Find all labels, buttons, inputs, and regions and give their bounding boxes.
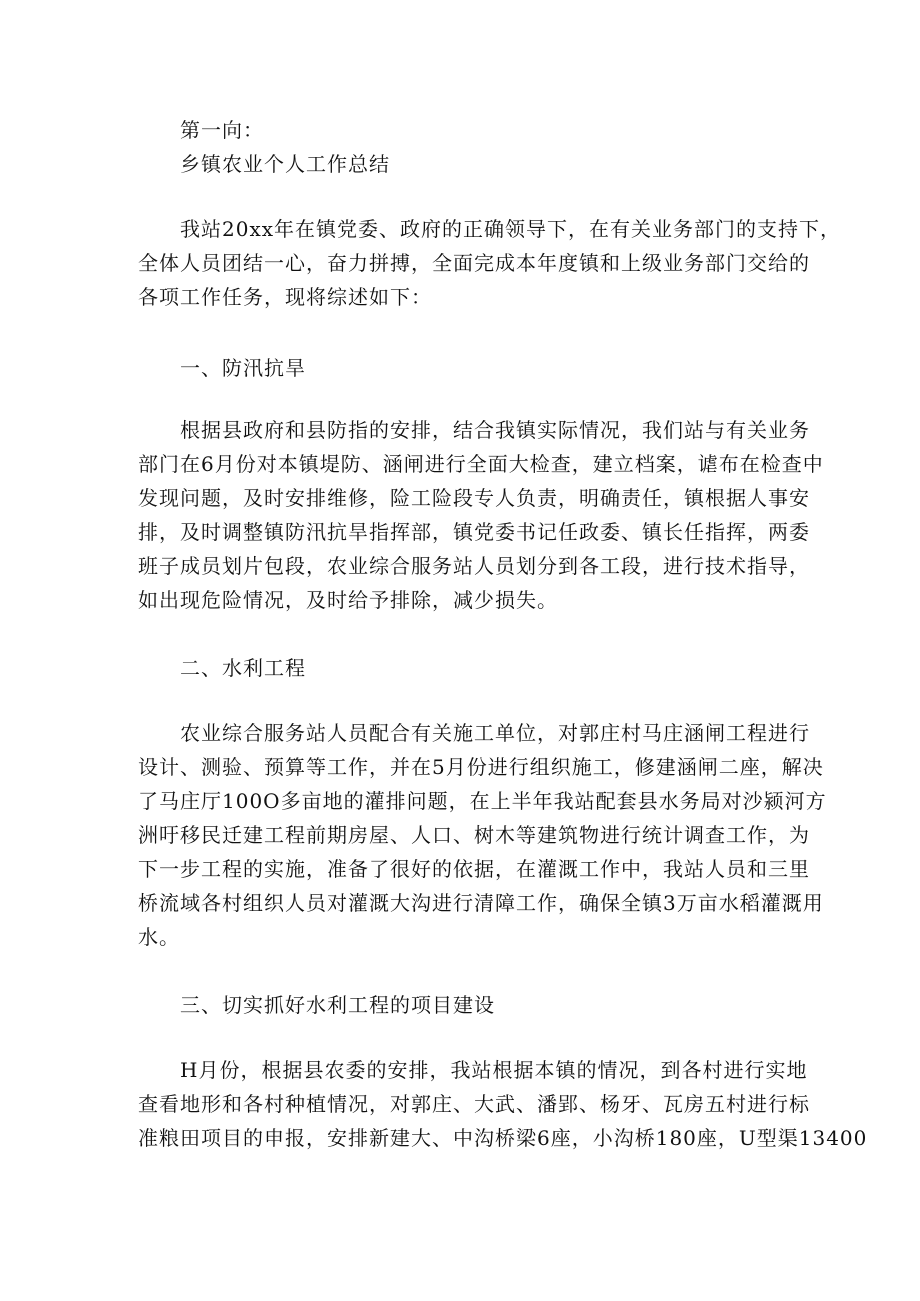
paragraph-line: 水。 — [138, 925, 180, 949]
paragraph-line: 发现问题，及时安排维修，险工险段专人负责，明确责任，镇根据人事安 — [138, 486, 810, 510]
doc-title: 乡镇农业个人工作总结 — [180, 152, 390, 176]
paragraph-line: 班子成员划片包段，农业综合服务站人员划分到各工段，进行技术指导， — [138, 554, 810, 578]
section-heading-2: 二、水利工程 — [180, 656, 306, 680]
paragraph-line: 排，及时调整镇防汛抗旱指挥部，镇党委书记任政委、镇长任指挥，两委 — [138, 520, 810, 544]
paragraph-water-projects — [138, 716, 827, 954]
paragraph-line: 桥流域各村组织人员对灌溉大沟进行清障工作，确保全镇3万亩水稻灌溉用 — [138, 891, 824, 915]
paragraph-line: 查看地形和各村种植情况，对郭庄、大武、潘郢、杨牙、瓦房五村进行标 — [138, 1092, 810, 1116]
paragraph-line: 如出现危险情况，及时给予排除，减少损失。 — [138, 588, 558, 612]
paragraph-flood-control — [138, 413, 824, 617]
paragraph-line: 各项工作任务，现将综述如下： — [138, 285, 432, 309]
paragraph-line: 设计、测验、预算等工作，并在5月份进行组织施工，修建涵闸二座，解决 — [138, 755, 824, 779]
paragraph-line: H月份，根据县农委的安排，我站根据本镇的情况，到各村进行实地 — [180, 1058, 808, 1082]
paragraph-line: 下一步工程的实施，准备了很好的依据，在灌溉工作中，我站人员和三里 — [138, 857, 810, 881]
paragraph-line: 根据县政府和县防指的安排，结合我镇实际情况，我们站与有关业务 — [180, 418, 810, 442]
paragraph-line: 了马庄厅100O多亩地的灌排问题，在上半年我站配套县水务局对沙颍河方 — [138, 789, 827, 813]
paragraph-line: 部门在6月份对本镇堤防、涵闸进行全面大检查，建立档案，谑布在检查中 — [138, 452, 824, 476]
paragraph-project-construction — [138, 1053, 868, 1155]
paragraph-line: 洲吁移民迁建工程前期房屋、人口、树木等建筑物进行统计调查工作，为 — [138, 823, 810, 847]
paragraph-intro — [138, 212, 842, 314]
paragraph-line: 全体人员团结一心，奋力拼搏，全面完成本年度镇和上级业务部门交给的 — [138, 251, 810, 275]
paragraph-line: 我站20xx年在镇党委、政府的正确领导下，在有关业务部门的支持下， — [180, 217, 842, 241]
doc-label: 第一向： — [180, 118, 264, 142]
paragraph-line: 农业综合服务站人员配合有关施工单位，对郭庄村马庄涵闸工程进行 — [180, 721, 810, 745]
paragraph-line: 准粮田项目的申报，安排新建大、中沟桥梁6座，小沟桥180座，U型渠13400 — [138, 1126, 868, 1150]
section-heading-3: 三、切实抓好水利工程的项目建设 — [180, 993, 495, 1017]
section-heading-1: 一、防汛抗旱 — [180, 356, 306, 380]
